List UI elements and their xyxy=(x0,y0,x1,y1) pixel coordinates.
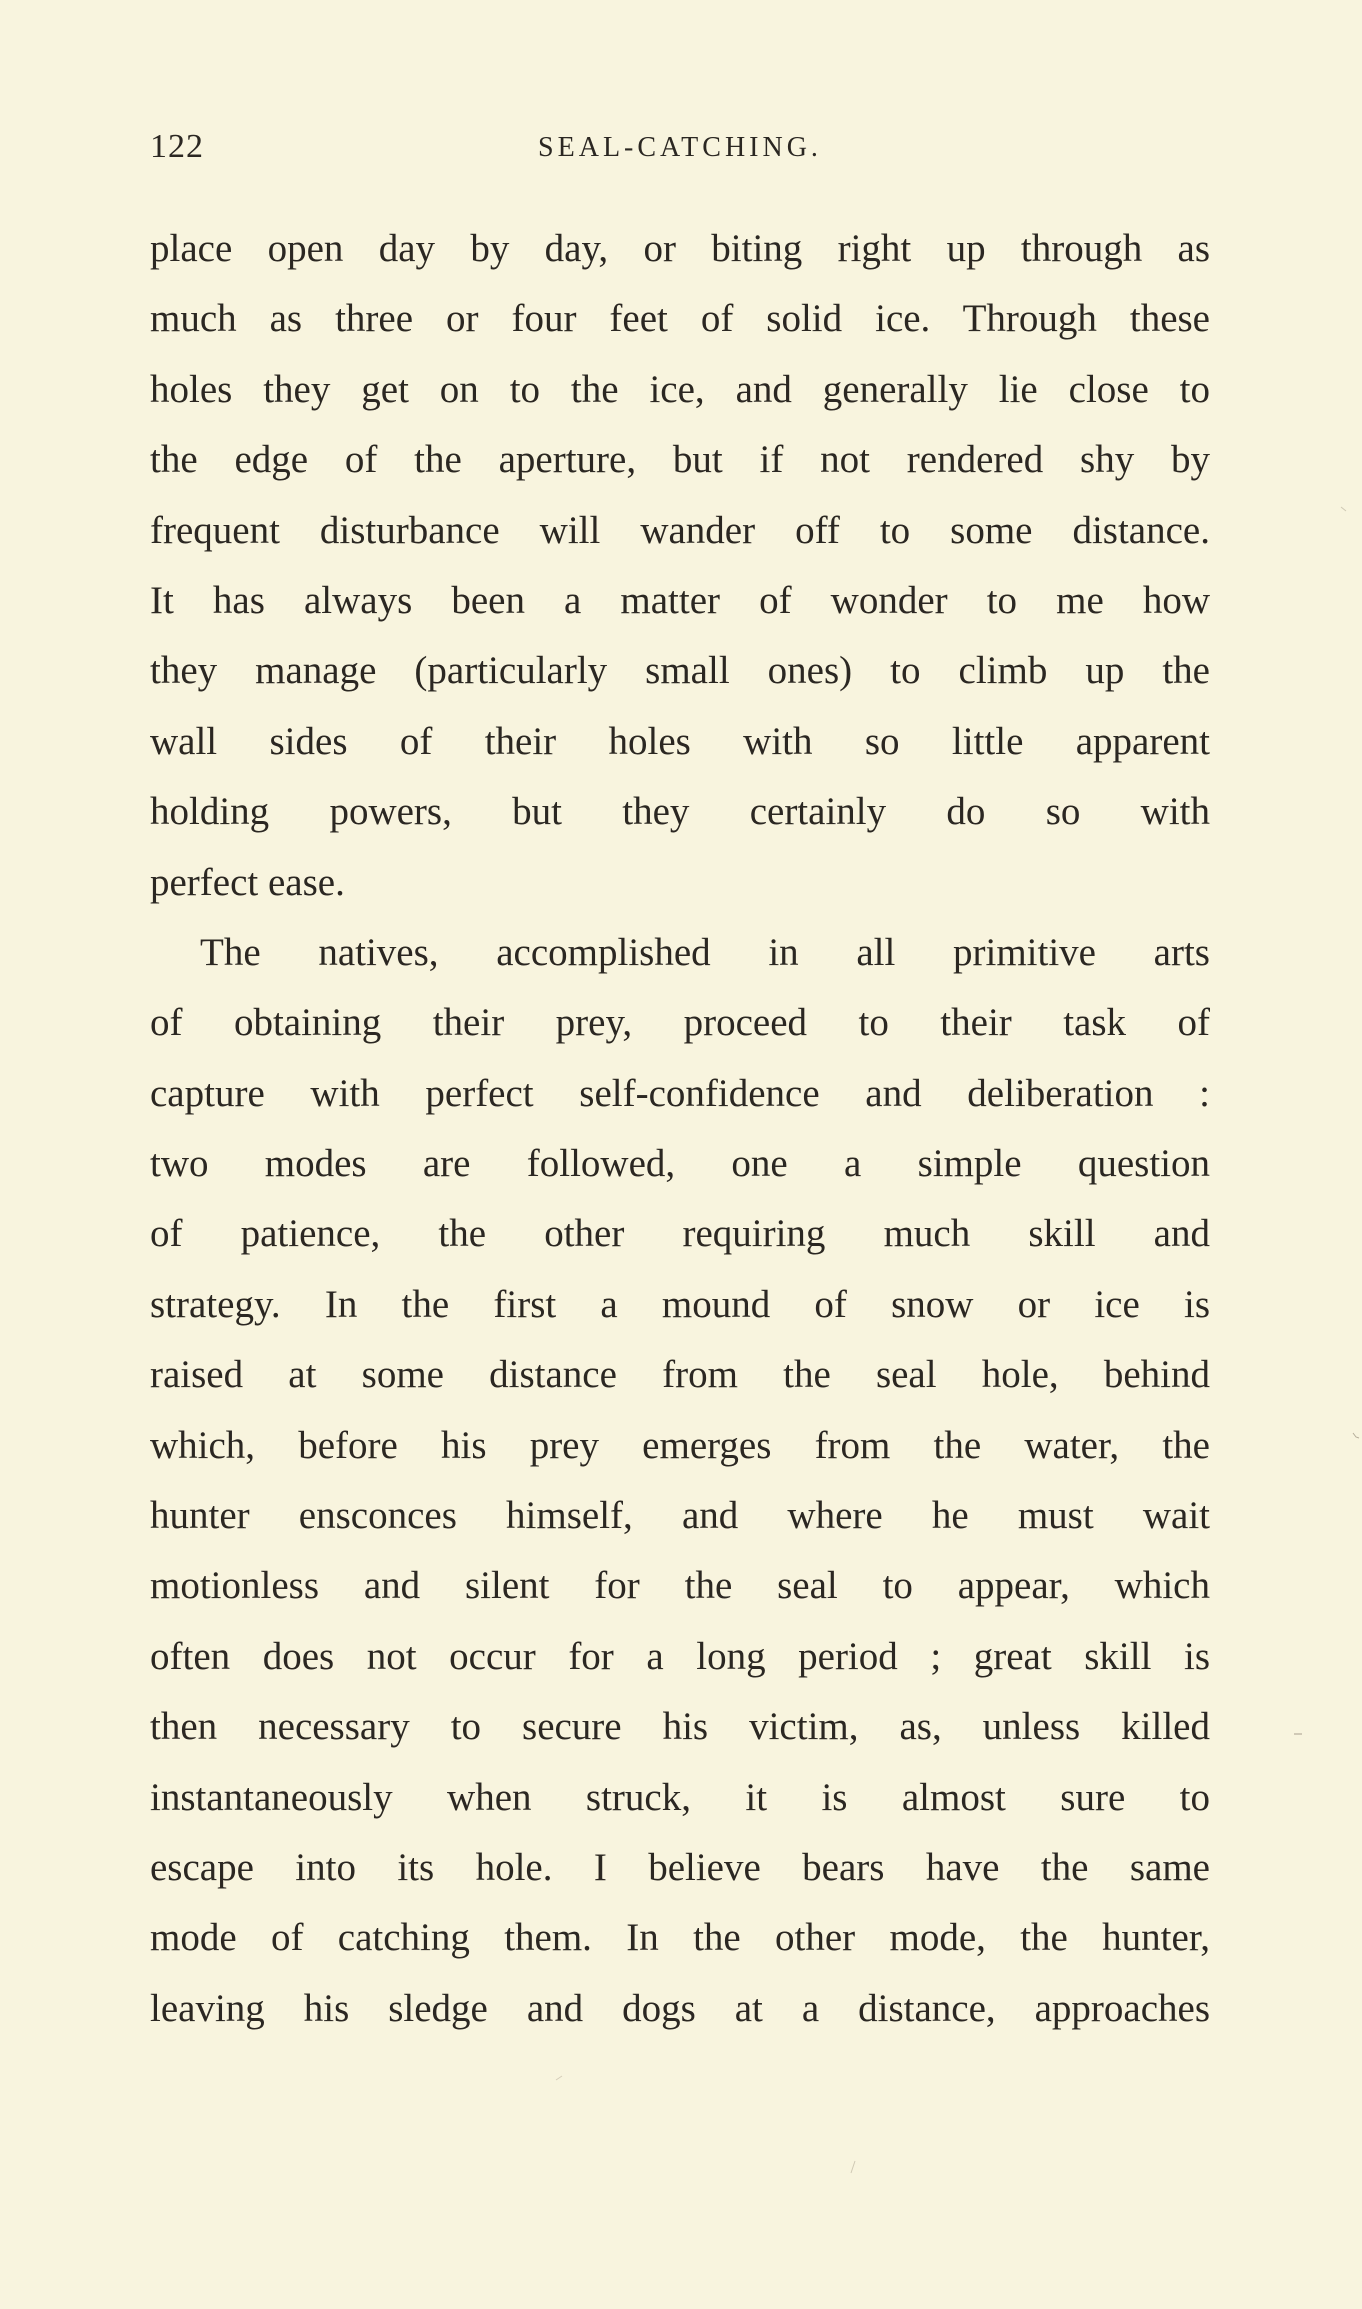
text-line: then necessary to secure his victim, as, unless killed xyxy=(150,1705,1210,1749)
text-line: wall sides of their holes with so little apparent xyxy=(150,719,1210,763)
body-text xyxy=(150,214,1210,2044)
paper-speck xyxy=(1340,505,1348,513)
text-line: raised at some distance from the seal hole, behind xyxy=(150,1353,1210,1397)
text-line: of obtaining their prey, proceed to their task of xyxy=(150,1001,1210,1045)
running-title: SEAL-CATCHING. xyxy=(538,132,822,163)
text-line: which, before his prey emerges from the water, the xyxy=(150,1423,1210,1467)
paper-speck xyxy=(1352,1432,1360,1440)
text-line: mode of catching them. In the other mode, the hunter, xyxy=(150,1916,1210,1960)
text-line: escape into its hole. I believe bears have the same xyxy=(150,1845,1210,1889)
text-line: much as three or four feet of solid ice. Through these xyxy=(150,297,1210,341)
paper-speck xyxy=(1293,1732,1303,1736)
text-line: holding powers, but they certainly do so with xyxy=(150,790,1210,834)
text-line: leaving his sledge and dogs at a distance, approaches xyxy=(150,1986,1210,2030)
text-line: hunter ensconces himself, and where he must wait xyxy=(150,1494,1210,1538)
text-line: frequent disturbance will wander off to some distance. xyxy=(150,508,1210,552)
text-line: The natives, accomplished in all primitive arts xyxy=(200,930,1210,974)
text-line: holes they get on to the ice, and generally lie close to xyxy=(150,367,1210,411)
text-line: strategy. In the first a mound of snow or ice is xyxy=(150,1282,1210,1326)
text-line: the edge of the aperture, but if not rendered shy by xyxy=(150,438,1210,482)
text-line: capture with perfect self-confidence and deliberation : xyxy=(150,1071,1210,1115)
paper-speck xyxy=(555,2075,563,2081)
text-line: two modes are followed, one a simple question xyxy=(150,1142,1210,1186)
paragraph-2 xyxy=(150,918,1210,2044)
page-header xyxy=(150,128,1210,178)
paper-speck xyxy=(850,2160,856,2174)
paragraph-1 xyxy=(150,214,1210,918)
text-line: of patience, the other requiring much skill and xyxy=(150,1212,1210,1256)
text-line: place open day by day, or biting right up through as xyxy=(150,227,1210,270)
page-number: 122 xyxy=(150,128,204,165)
text-line: perfect ease. xyxy=(150,860,345,904)
text-line: motionless and silent for the seal to appear, which xyxy=(150,1564,1210,1608)
text-line: instantaneously when struck, it is almost sure to xyxy=(150,1775,1210,1819)
text-line: It has always been a matter of wonder to me how xyxy=(150,578,1210,622)
text-line: they manage (particularly small ones) to climb up the xyxy=(150,649,1210,693)
text-line: often does not occur for a long period ; great skill is xyxy=(150,1634,1210,1678)
